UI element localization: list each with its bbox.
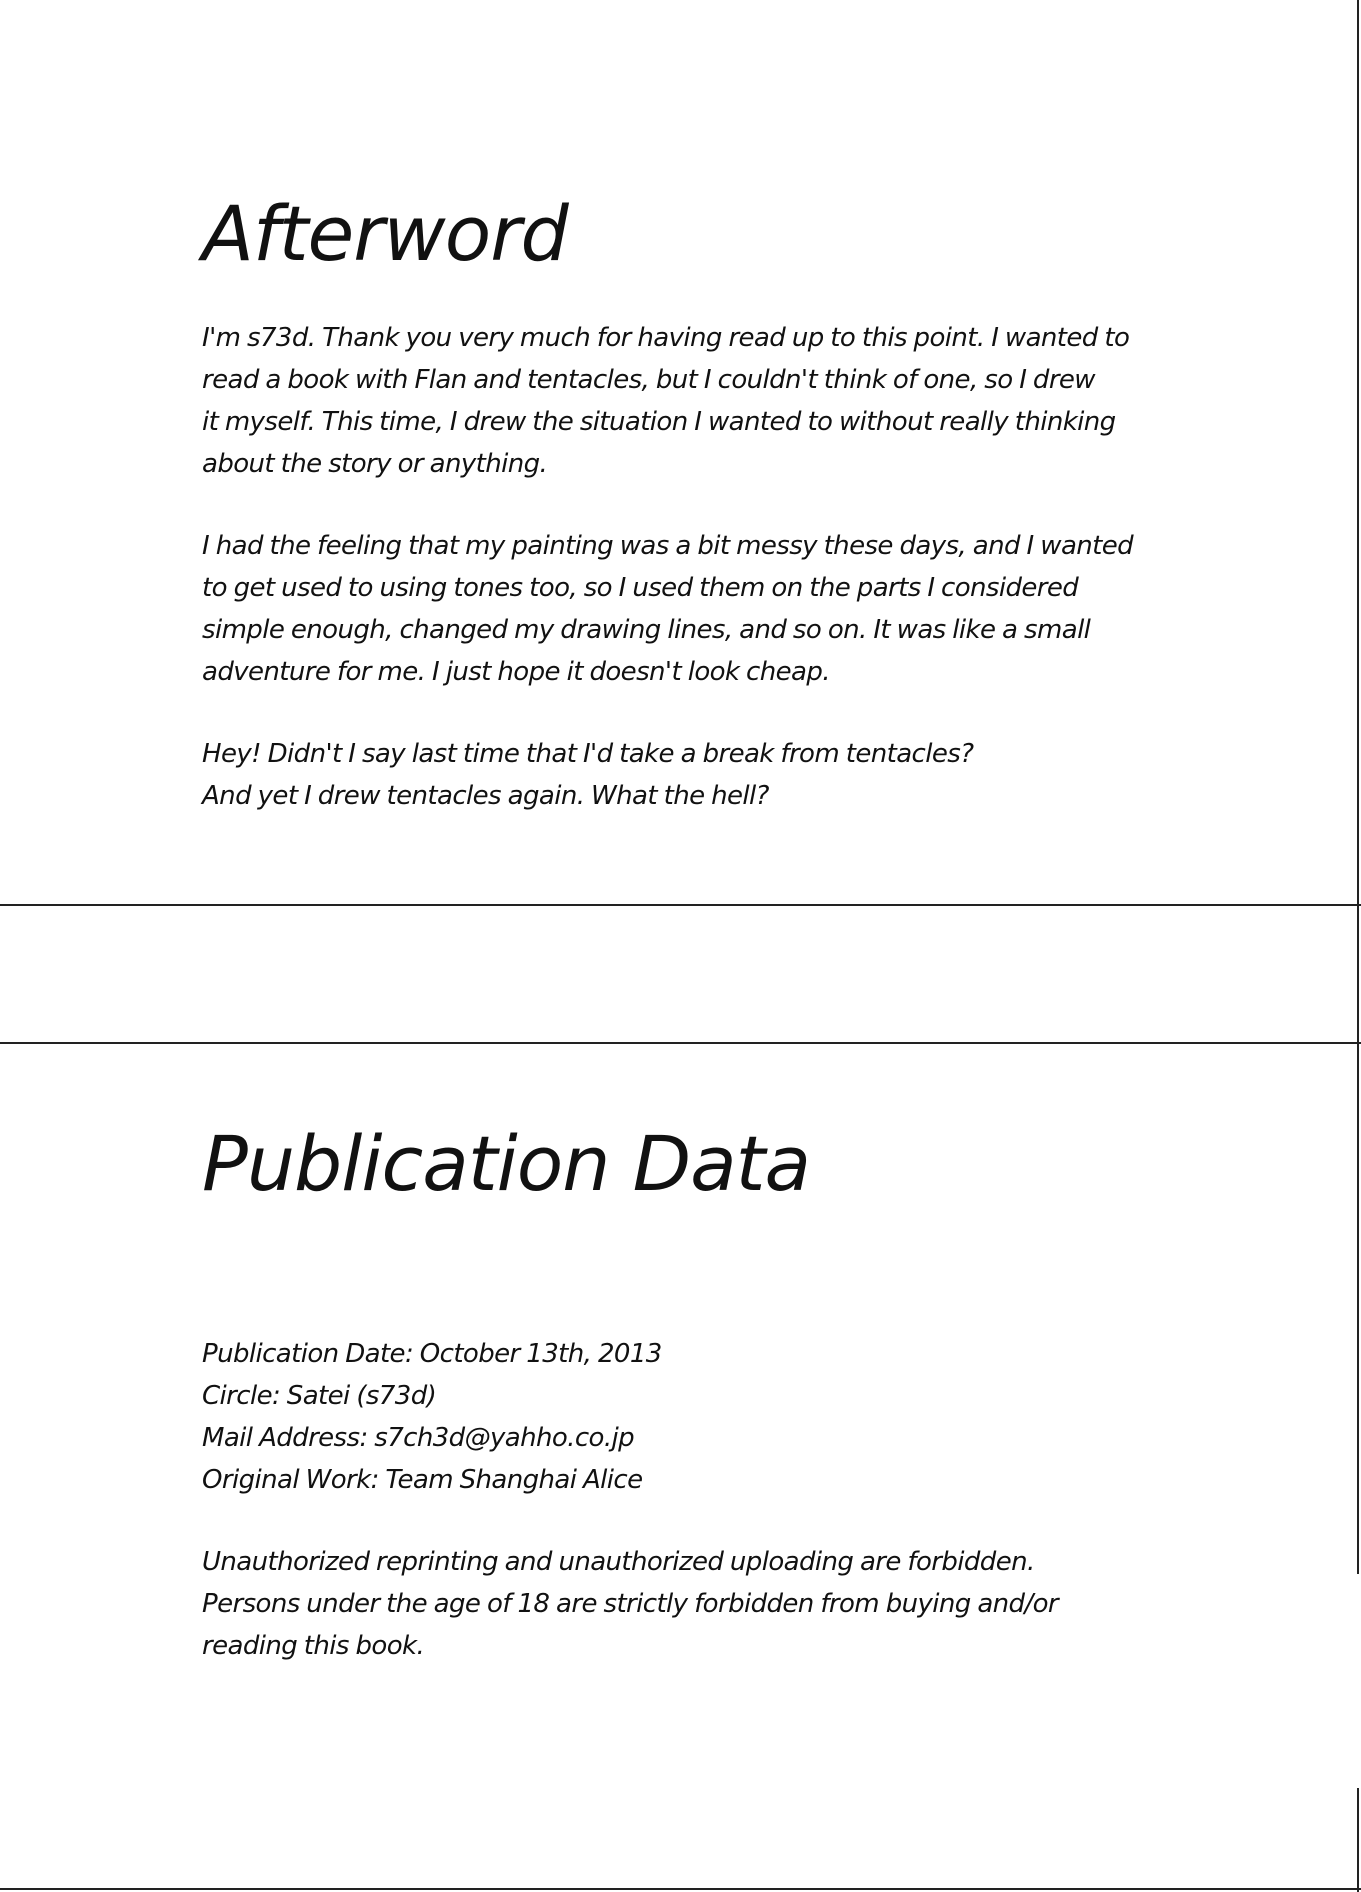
afterword-title: Afterword bbox=[202, 189, 568, 278]
afterword-paragraph-1 bbox=[202, 317, 1162, 485]
publication-title: Publication Data bbox=[202, 1119, 811, 1208]
section-divider-bottom bbox=[0, 1042, 1361, 1044]
publication-notice bbox=[202, 1541, 1162, 1667]
afterword-paragraph-2 bbox=[202, 525, 1162, 693]
circle-name: Circle: Satei (s73d) bbox=[202, 1381, 437, 1411]
right-border-top bbox=[1357, 0, 1359, 1574]
publication-details bbox=[202, 1333, 1162, 1501]
right-border-bottom bbox=[1357, 1788, 1359, 1892]
publication-date: Publication Date: October 13th, 2013 bbox=[202, 1339, 662, 1369]
mail-address: Mail Address: s7ch3d@yahho.co.jp bbox=[202, 1423, 635, 1453]
text-line: Persons under the age of 18 are strictly forbidden from buying and/or bbox=[202, 1589, 1059, 1619]
section-divider-top bbox=[0, 904, 1361, 906]
text-line: about the story or anything. bbox=[202, 449, 548, 479]
page-bottom-rule bbox=[0, 1888, 1361, 1890]
text-line: Unauthorized reprinting and unauthorized uploading are forbidden. bbox=[202, 1547, 1035, 1577]
afterword-paragraph-3 bbox=[202, 733, 1162, 817]
text-line: I'm s73d. Thank you very much for having read up to this point. I wanted to bbox=[202, 323, 1130, 353]
text-line: I had the feeling that my painting was a bit messy these days, and I wanted bbox=[202, 531, 1134, 561]
text-line: And yet I drew tentacles again. What the hell? bbox=[202, 781, 769, 811]
text-line: to get used to using tones too, so I used them on the parts I considered bbox=[202, 573, 1079, 603]
text-line: read a book with Flan and tentacles, but I couldn't think of one, so I drew bbox=[202, 365, 1095, 395]
text-line: adventure for me. I just hope it doesn't look cheap. bbox=[202, 657, 830, 687]
text-line: reading this book. bbox=[202, 1631, 425, 1661]
text-line: Hey! Didn't I say last time that I'd take a break from tentacles? bbox=[202, 739, 974, 769]
original-work: Original Work: Team Shanghai Alice bbox=[202, 1465, 643, 1495]
text-line: it myself. This time, I drew the situation I wanted to without really thinking bbox=[202, 407, 1116, 437]
text-line: simple enough, changed my drawing lines, and so on. It was like a small bbox=[202, 615, 1091, 645]
